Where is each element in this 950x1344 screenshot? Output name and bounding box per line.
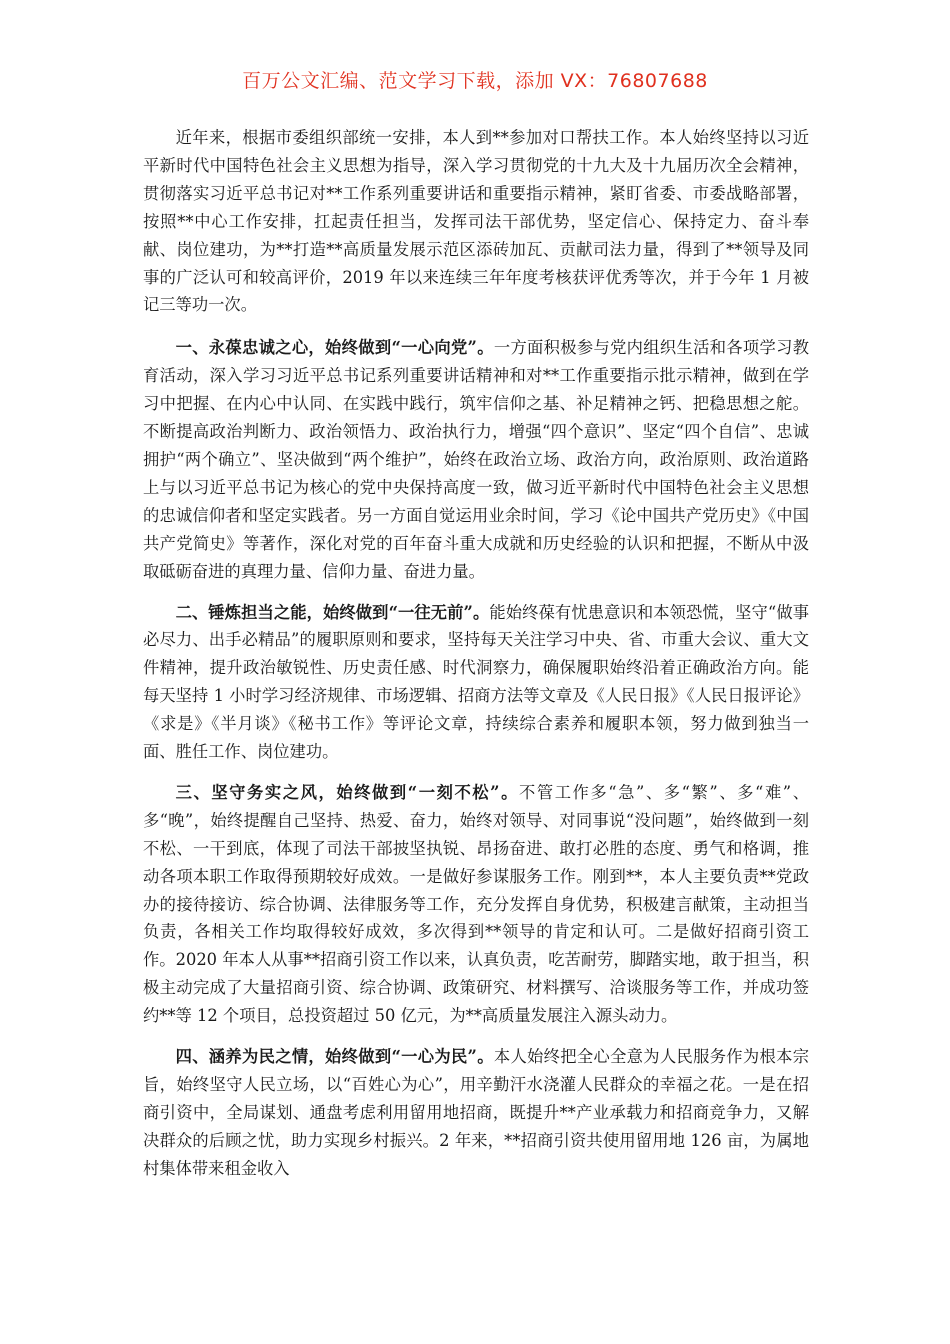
section-paragraph-1	[143, 334, 809, 585]
intro-paragraph: 近年来，根据市委组织部统一安排，本人到**参加对口帮扶工作。本人始终坚持以习近平新时代中国特色社会主义思想为指导，深入学习贯彻党的十九大及十九届历次全会精神，贯彻落实习近平总书记对**工作系列重要讲话和重要指示精神，紧盯省委、市委战略部署，按照**中心工作安排，扛起责任担当，发挥司法干部优势，坚定信心、保持定力、奋斗奉献、岗位建功，为**打造**高质量发展示范区添砖加瓦、贡献司法力量，得到了**领导及同事的广泛认可和较高评价，2019 年以来连续三年年度考核获评优秀等次，并于今年 1 月被记三等功一次。	[143, 128, 809, 315]
section-heading-3: 三、坚守务实之风，始终做到“一刻不松”。	[175, 782, 519, 802]
section-heading-1: 一、永葆忠诚之心，始终做到“一心向党”。	[175, 338, 494, 358]
section-paragraph-3	[143, 779, 809, 1030]
section-body-1: 一方面积极参与党内组织生活和各项学习教育活动，深入学习习近平总书记系列重要讲话精神和对**工作重要指示批示精神，做到在学习中把握、在内心中认同、在实践中践行，筑牢信仰之基、补足精神之钙、把稳思想之舵。不断提高政治判断力、政治领悟力、政治执行力，增强“四个意识”、坚定“四个自信”、忠诚拥护“两个确立”、坚决做到“两个维护”，始终在政治立场、政治方向，政治原则、政治道路上与以习近平总书记为核心的党中央保持高度一致，做习近平新时代中国特色社会主义思想的忠诚信仰者和坚定实践者。另一方面自觉运用业余时间，学习《论中国共产党历史》《中国共产党简史》等著作，深化对党的百年奋斗重大成就和历史经验的认识和把握，不断从中汲取砥砺奋进的真理力量、信仰力量、奋进力量。	[143, 338, 809, 581]
watermark-header: 百万公文汇编、范文学习下载，添加 VX：76807688	[242, 70, 708, 92]
section-body-3: 不管工作多“急”、多“繁”、多“难”、多“晚”，始终提醒自己坚持、热爱、奋力，始终对领导、对同事说“没问题”，始终做到一刻不松、一干到底，体现了司法干部披坚执锐、昂扬奋进、敢打必胜的态度、勇气和格调，推动各项本职工作取得预期较好成效。一是做好参谋服务工作。刚到**，本人主要负责**党政办的接待接访、综合协调、法律服务等工作，充分发挥自身优势，积极建言献策，主动担当负责，各相关工作均取得较好成效，多次得到**领导的肯定和认可。二是做好招商引资工作。2020 年本人从事**招商引资工作以来，认真负责，吃苦耐劳，脚踏实地，敢于担当，积极主动完成了大量招商引资、综合协调、政策研究、材料撰写、洽谈服务等工作，并成功签约**等 12 个项目，总投资超过 50 亿元，为**高质量发展注入源头动力。	[143, 782, 809, 1026]
section-paragraph-2	[143, 599, 809, 766]
section-heading-4: 四、涵养为民之情，始终做到“一心为民”。	[175, 1047, 494, 1067]
section-heading-2: 二、锤炼担当之能，始终做到“一往无前”。	[175, 602, 490, 622]
section-body-2: 能始终葆有忧患意识和本领恐慌，坚守“做事必尽力、出手必精品”的履职原则和要求，坚持每天关注学习中央、省、市重大会议、重大文件精神，提升政治敏锐性、历史责任感、时代洞察力，确保履职始终沿着正确政治方向。能每天坚持 1 小时学习经济规律、市场逻辑、招商方法等文章及《人民日报》《人民日报评论》《求是》《半月谈》《秘书工作》等评论文章，持续综合素养和履职本领，努力做到独当一面、胜任工作、岗位建功。	[143, 602, 810, 762]
section-paragraph-4	[143, 1043, 809, 1183]
section-body-4: 本人始终把全心全意为人民服务作为根本宗旨，始终坚守人民立场，以“百姓心为心”，用辛勤汗水浇灌人民群众的幸福之花。一是在招商引资中，全局谋划、通盘考虑利用留用地招商，既提升**产业承载力和招商竞争力，又解决群众的后顾之忧，助力实现乡村振兴。2 年来，**招商引资共使用留用地 126 亩，为属地村集体带来租金收入	[143, 1047, 809, 1178]
document-body	[143, 124, 809, 1196]
